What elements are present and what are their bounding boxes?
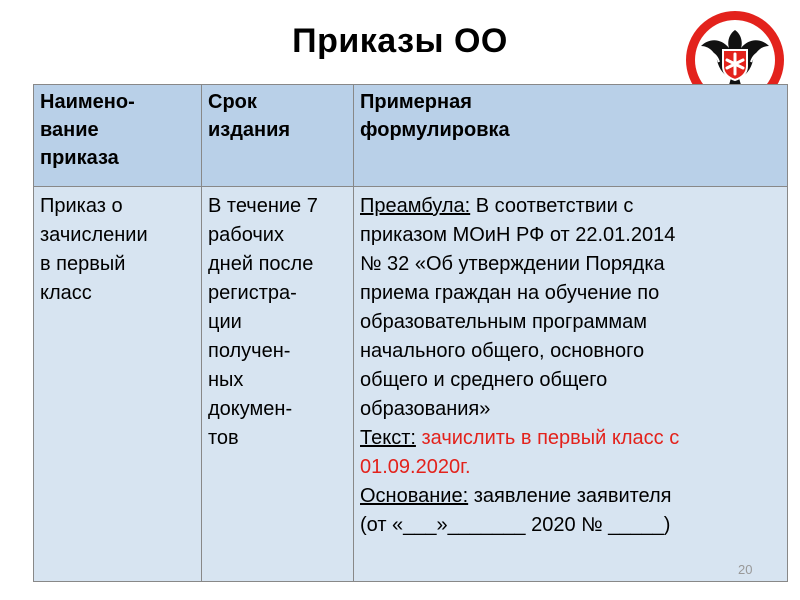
header-deadline: Срок издания xyxy=(202,85,354,187)
table-header-row xyxy=(34,85,788,187)
enrollment-date: 01.09.2020г. xyxy=(360,456,471,478)
text-label: Текст: xyxy=(360,427,416,449)
cell-wording: Преамбула: В соответствии с приказом МОиН РФ от 22.01.2014 № 32 «Об утверждении Порядка приема граждан на обучение по образовательным программам начального общего, основного общего и среднего общего образования» Текст: зачислить в первый класс с 01.09.2020г. Основание: заявление заявителя (от «___»_______ 2020 № _____) xyxy=(354,187,788,582)
page-number: 20 xyxy=(738,562,753,577)
basis-label: Основание: xyxy=(360,485,469,507)
header-order-name: Наимено- вание приказа xyxy=(34,85,202,187)
header-wording: Примерная формулировка xyxy=(354,85,788,187)
enrollment-text: зачислить в первый класс с xyxy=(415,427,680,449)
orders-table xyxy=(33,84,788,582)
page-title: Приказы ОО xyxy=(292,22,508,60)
cell-order-name: Приказ о зачислении в первый класс xyxy=(34,187,202,582)
table-row xyxy=(34,187,788,582)
basis-detail: (от «___»_______ 2020 № _____) xyxy=(360,514,671,536)
preamble-label: Преамбула: xyxy=(360,195,471,217)
cell-deadline: В течение 7 рабочих дней после регистра- ции получен- ных докумен- тов xyxy=(202,187,354,582)
